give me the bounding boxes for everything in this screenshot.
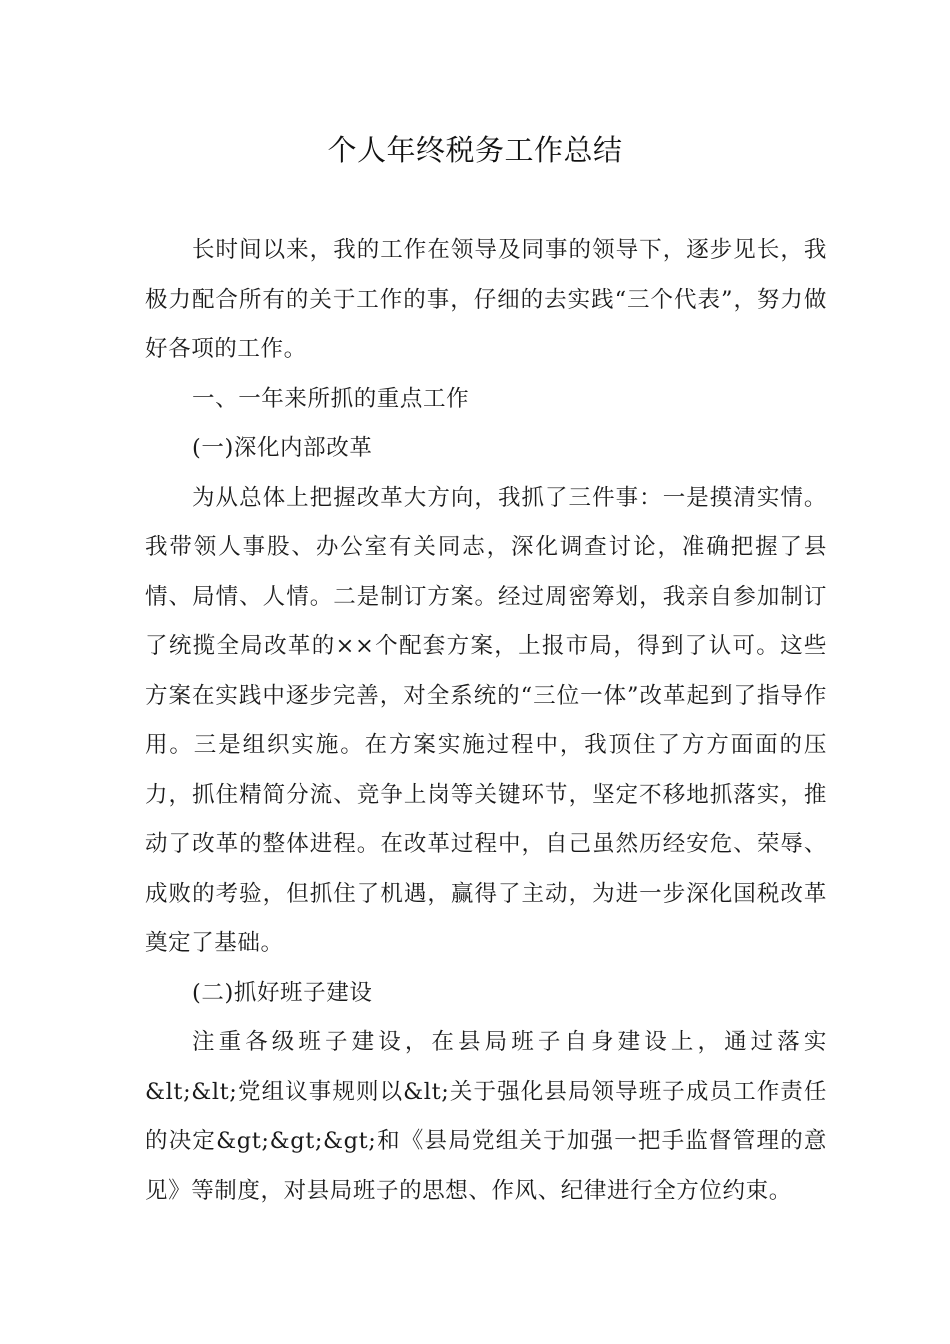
section-heading-1: 一、一年来所抓的重点工作 [192,385,470,412]
subsection-heading-1: (一)深化内部改革 [192,435,373,461]
paragraph-reform: 为从总体上把握改革大方向，我抓了三件事：一是摸清实情。我带领人事股、办公室有关同志，深化调查讨论，准确把握了县情、局情、人情。二是制订方案。经过周密筹划，我亲自参加制订了统揽全局改革的××个配套方案，上报市局，得到了认可。这些方案在实践中逐步完善，对全系统的“三位一体”改革起到了指导作用。三是组织实施。在方案实施过程中，我顶住了方方面面的压力，抓住精简分流、竞争上岗等关键环节，坚定不移地抓落实，推动了改革的整体进程。在改革过程中，自己虽然历经安危、荣辱、成败的考验，但抓住了机遇，赢得了主动，为进一步深化国税改革奠定了基础。 [145,484,827,956]
subsection-heading-2: (二)抓好班子建设 [192,979,373,1006]
document-body [145,226,827,1216]
paragraph-team-building: 注重各级班子建设，在县局班子自身建设上，通过落实&lt;&lt;党组议事规则以&lt;关于强化县局领导班子成员工作责任的决定&gt;&gt;&gt;和《县局党组关于加强一把手监督管理的意见》等制度，对县局班子的思想、作风、纪律进行全方位约束。 [145,1029,827,1204]
document-title: 个人年终税务工作总结 [327,133,623,167]
paragraph-intro: 长时间以来，我的工作在领导及同事的领导下，逐步见长，我极力配合所有的关于工作的事，仔细的去实践“三个代表”，努力做好各项的工作。 [145,237,827,362]
